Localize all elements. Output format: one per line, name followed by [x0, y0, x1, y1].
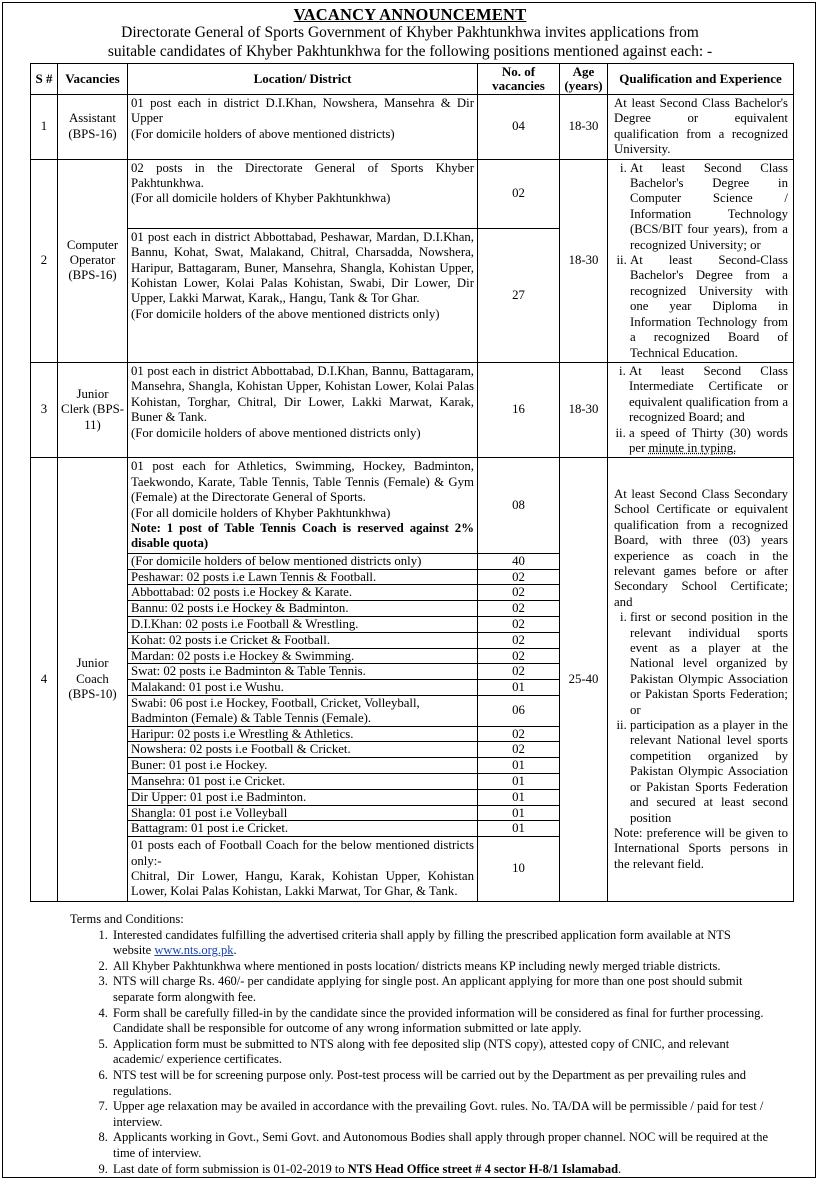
- list-item: [111, 1162, 770, 1178]
- qualification-item: i. At least Second Class Intermediate Certificate or equivalent qualification from a recognized Board; and: [629, 364, 788, 426]
- district-text: Nowshera: 02 posts i.e Football & Cricket.: [128, 742, 478, 758]
- quota-note: Note: 1 post of Table Tennis Coach is reserved against 2% disable quota): [131, 520, 474, 551]
- location-text: 01 post each for Athletics, Swimming, Hockey, Badminton, Taekwondo, Karate, Table Tennis, Table Tennis (Female) & Gym (Female) at the Directorate General of Sports.: [131, 459, 474, 505]
- list-item: 5. Application form must be submitted to NTS along with fee deposited slip (NTS copy), attested copy of CNIC, and relevant academic/ experience certificates.: [111, 1037, 770, 1068]
- list-item: 7. Upper age relaxation may be availed in accordance with the prevailing Govt. rules. No. TA/DA will be permissible / paid for test / interview.: [111, 1099, 770, 1130]
- header-sno: S #: [31, 64, 58, 95]
- header-qualification: Qualification and Experience: [608, 64, 794, 95]
- district-text: Bannu: 02 posts i.e Hockey & Badminton.: [128, 601, 478, 617]
- district-posts: 06: [478, 695, 560, 726]
- vacancy-table: [30, 63, 794, 902]
- terms-and-conditions: [70, 912, 770, 1177]
- row-sno: 1: [31, 95, 58, 160]
- posts-count: 02: [478, 159, 560, 228]
- vacancy-name: Assistant (BPS-16): [58, 95, 128, 160]
- header-location: Location/ District: [128, 64, 478, 95]
- district-text: Mardan: 02 posts i.e Hockey & Swimming.: [128, 648, 478, 664]
- qualification-item: ii. At least Second-Class Bachelor's Degree from a recognized University with one year Diploma in Information Technology from a recognized Board of Technical Education.: [630, 253, 788, 361]
- location-text: 01 posts each of Football Coach for the below mentioned districts only:-: [131, 838, 474, 868]
- list-item: [111, 928, 770, 959]
- qualification-item: i. At least Second Class Bachelor's Degree in Computer Science / Information Technology (BCS/BIT four years), from a recognized University; or: [630, 161, 788, 253]
- terms-list: [70, 928, 770, 1178]
- district-text: Swat: 02 posts i.e Badminton & Table Tennis.: [128, 664, 478, 680]
- location-cell: [128, 95, 478, 160]
- qualification-cell: At least Second Class Bachelor's Degree or equivalent qualification from a recognized University.: [608, 95, 794, 160]
- district-posts: 02: [478, 585, 560, 601]
- vacancy-name: Junior Coach (BPS-10): [58, 458, 128, 901]
- location-text: 01 post each in district Abbottabad, D.I.Khan, Bannu, Battagaram, Mansehra, Shangla, Kohistan Upper, Kohistan Lower, Kolai Palas Kohistan, Torghar, Chitral, Dir Lower, Lakki Marwat, Karak, Buner & Tank.: [131, 363, 474, 425]
- district-text: Malakand: 01 post i.e Wushu.: [128, 680, 478, 696]
- district-text: Swabi: 06 post i.e Hockey, Football, Cricket, Volleyball, Badminton (Female) & Table Tennis (Female).: [128, 695, 478, 726]
- list-item: 8. Applicants working in Govt., Semi Govt. and Autonomous Bodies shall apply through proper channel. NOC will be required at the time of interview.: [111, 1130, 770, 1161]
- district-posts: 02: [478, 742, 560, 758]
- location-cell: [128, 362, 478, 457]
- district-posts: 01: [478, 773, 560, 789]
- district-text: Kohat: 02 posts i.e Cricket & Football.: [128, 632, 478, 648]
- location-text: 01 post each in district Abbottabad, Peshawar, Mardan, D.I.Khan, Bannu, Kohat, Swat, Malakand, Chitral, Charsadda, Nowshera, Haripur, Battagaram, Buner, Mansehra, Shangla, Kohistan Upper, Kohistan Lower, Kolai Palas Kohistan, Swabi, Dir Lower, Dir Upper, Lakki Marwat, Karak,, Hangu, Tank & Tor Ghar.: [131, 229, 474, 306]
- district-posts: 01: [478, 789, 560, 805]
- header-age: Age (years): [560, 64, 608, 95]
- district-posts: 01: [478, 680, 560, 696]
- table-row: [31, 159, 794, 228]
- term-text: .: [618, 1161, 622, 1176]
- qualification-intro: At least Second Class Secondary School Certificate or equivalent qualification from a recognized Board, with three (03) years experience as coach in the relevant games before or after Secondary School Certificate; and: [614, 486, 788, 609]
- age-range: 18-30: [560, 159, 608, 362]
- posts-count: 40: [478, 553, 560, 569]
- qualification-item: ii. participation as a player in the relevant National level sports competition organized by Pakistan Olympic Association or Pakistan Sports Federation and secured at least second position: [630, 718, 788, 826]
- posts-count: 10: [478, 837, 560, 902]
- qualification-list: [614, 610, 788, 826]
- row-sno: 2: [31, 159, 58, 362]
- district-text: Peshawar: 02 posts i.e Lawn Tennis & Football.: [128, 569, 478, 585]
- announcement-title: VACANCY ANNOUNCEMENT: [293, 5, 527, 24]
- age-range: 18-30: [560, 95, 608, 160]
- qualification-cell: [608, 458, 794, 901]
- submission-address: NTS Head Office street # 4 sector H-8/1 Islamabad: [347, 1161, 619, 1176]
- district-posts: 02: [478, 648, 560, 664]
- vacancy-name: Junior Clerk (BPS-11): [58, 362, 128, 457]
- list-item: 4. Form shall be carefully filled-in by the candidate since the provided information will be considered as final for further processing. Candidate shall be responsible for outcome of any wrong information submitted or late apply.: [111, 1006, 770, 1037]
- row-sno: 4: [31, 458, 58, 901]
- district-posts: 02: [478, 664, 560, 680]
- header-posts: No. of vacancies: [478, 64, 560, 95]
- qualification-cell: [608, 159, 794, 362]
- vacancy-name: Computer Operator (BPS-16): [58, 159, 128, 362]
- list-item: 2. All Khyber Pakhtunkhwa where mentioned in posts location/ districts means KP including newly merged triable districts.: [111, 959, 770, 975]
- district-posts: 02: [478, 601, 560, 617]
- term-text: Last date of form submission is 01-02-2019 to: [113, 1161, 348, 1176]
- domicile-text: (For domicile holders of above mentioned districts): [131, 126, 395, 141]
- term-text: .: [233, 943, 237, 958]
- preference-note: Note: preference will be given to International Sports persons in the relevant field.: [614, 825, 788, 871]
- age-range: 18-30: [560, 362, 608, 457]
- qualification-item: [629, 426, 788, 457]
- district-text: Battagram: 01 post i.e Cricket.: [128, 821, 478, 837]
- qualification-item: i. first or second position in the relevant individual sports event as a player at the National level organized by Pakistan Olympic Association or Pakistan Sports Federation; or: [630, 610, 788, 718]
- qualification-list: [614, 161, 788, 361]
- table-row: [31, 362, 794, 457]
- district-text: Mansehra: 01 post i.e Cricket.: [128, 773, 478, 789]
- domicile-text: (For all domicile holders of Khyber Pakhtunkhwa): [131, 191, 391, 206]
- district-posts: 02: [478, 616, 560, 632]
- domicile-text: (For all domicile holders of Khyber Pakhtunkhwa): [131, 505, 391, 520]
- location-cell: [128, 228, 478, 362]
- district-text: Shangla: 01 post i.e Volleyball: [128, 805, 478, 821]
- location-cell: [128, 458, 478, 553]
- intro-line-2: suitable candidates of Khyber Pakhtunkhwa for the following positions mentioned against each: -: [107, 42, 713, 60]
- posts-count: 27: [478, 228, 560, 362]
- qualification-text: a speed of Thirty (30) words per: [629, 425, 788, 455]
- age-range: 25-40: [560, 458, 608, 901]
- domicile-text: (For domicile holders of above mentioned districts only): [131, 425, 421, 440]
- district-text: Buner: 01 post i.e Hockey.: [128, 758, 478, 774]
- terms-title: Terms and Conditions:: [70, 912, 184, 926]
- intro-line-1: Directorate General of Sports Government of Khyber Pakhtunkhwa invites applications from: [121, 24, 699, 41]
- domicile-text: (For domicile holders of the above mentioned districts only): [131, 306, 440, 321]
- district-text: Haripur: 02 posts i.e Wrestling & Athletics.: [128, 726, 478, 742]
- location-text: 01 post each in district D.I.Khan, Nowshera, Mansehra & Dir Upper: [131, 96, 474, 126]
- qualification-cell: [608, 362, 794, 457]
- list-item: 3. NTS will charge Rs. 460/- per candidate applying for single post. An applicant applying for more than one post should submit separate form alongwith fee.: [111, 974, 770, 1005]
- location-text: 02 posts in the Directorate General of Sports Khyber Pakhtunkhwa.: [131, 160, 474, 191]
- district-posts: 02: [478, 726, 560, 742]
- district-posts: 02: [478, 632, 560, 648]
- location-cell: [128, 837, 478, 902]
- district-text: Dir Upper: 01 post i.e Badminton.: [128, 789, 478, 805]
- table-row: [31, 458, 794, 553]
- location-cell: (For domicile holders of below mentioned districts only): [128, 553, 478, 569]
- announcement-header: [0, 6, 820, 61]
- district-text: Abbottabad: 02 posts i.e Hockey & Karate.: [128, 585, 478, 601]
- district-posts: 01: [478, 758, 560, 774]
- posts-count: 16: [478, 362, 560, 457]
- posts-count: 08: [478, 458, 560, 553]
- district-posts: 02: [478, 569, 560, 585]
- district-text: D.I.Khan: 02 posts i.e Football & Wrestling.: [128, 616, 478, 632]
- term-text: Interested candidates fulfilling the advertised criteria shall apply by filling the prescribed application form available at NTS website: [113, 927, 731, 958]
- posts-count: 04: [478, 95, 560, 160]
- list-item: 6. NTS test will be for screening purpose only. Post-test process will be carried out by the Department as per prevailing rules and regulations.: [111, 1068, 770, 1099]
- qualification-list: [614, 364, 788, 456]
- header-vacancies: Vacancies: [58, 64, 128, 95]
- qualification-text-underlined: minute in typing.: [648, 440, 737, 455]
- table-header-row: [31, 64, 794, 95]
- row-sno: 3: [31, 362, 58, 457]
- nts-website-link[interactable]: www.nts.org.pk: [154, 943, 234, 958]
- table-row: [31, 95, 794, 160]
- district-posts: 01: [478, 805, 560, 821]
- location-cell: [128, 159, 478, 228]
- location-text: Chitral, Dir Lower, Hangu, Karak, Kohistan Upper, Kohistan Lower, Kolai Palas Kohistan, Lakki Marwat, Tor Ghar, & Tank.: [131, 868, 474, 899]
- district-posts: 01: [478, 821, 560, 837]
